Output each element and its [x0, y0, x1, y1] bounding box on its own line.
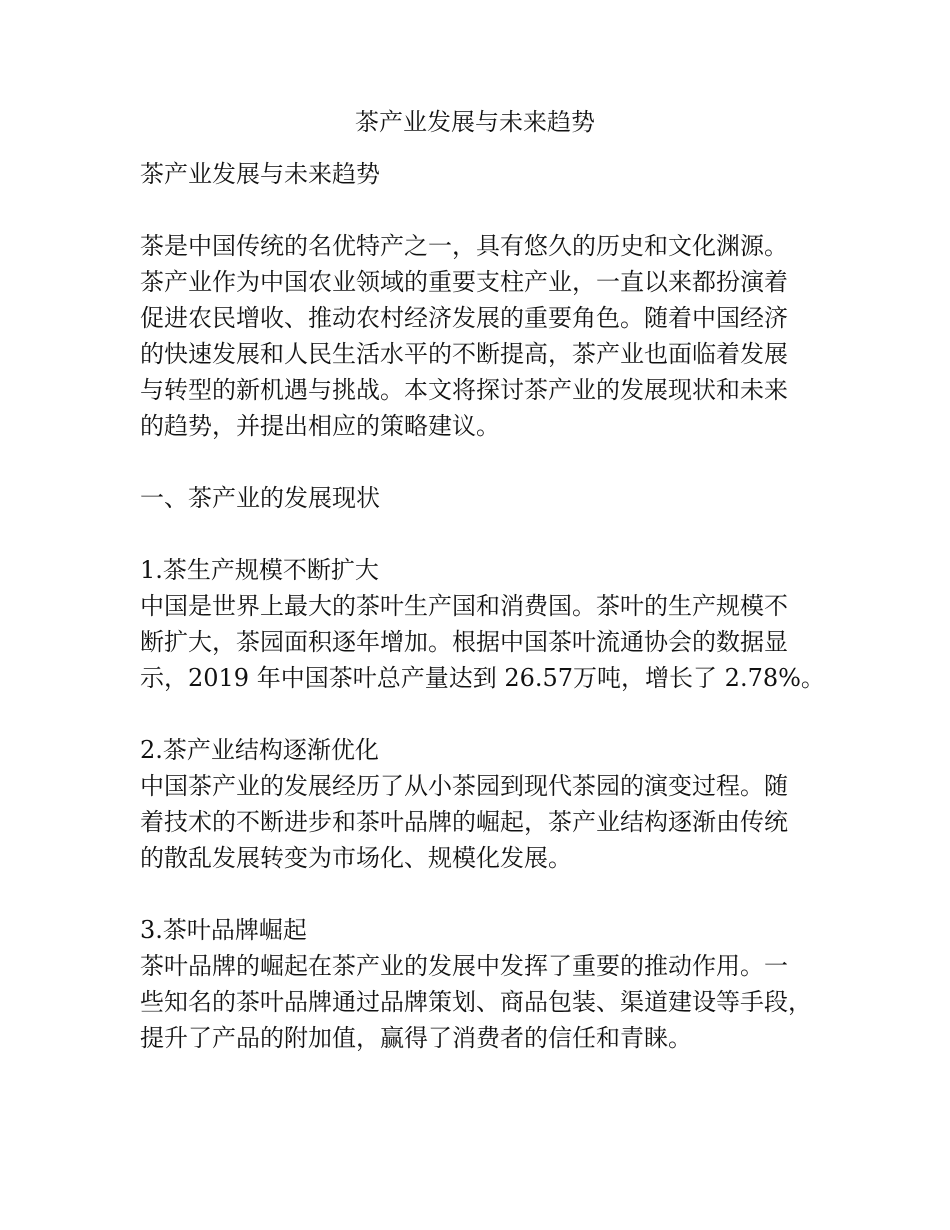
page-header-title: 茶产业发展与未来趋势	[355, 108, 595, 136]
subsection-heading: 3.茶叶品牌崛起	[140, 916, 307, 944]
subsection-1	[140, 552, 825, 696]
document-title: 茶产业发展与未来趋势	[140, 160, 380, 188]
paragraph-gap	[140, 696, 820, 732]
paragraph-gap	[140, 192, 820, 228]
paragraph-gap	[140, 876, 820, 912]
subsection-line: 中国是世界上最大的茶叶生产国和消费国。茶叶的生产规模不	[140, 592, 788, 620]
intro-paragraph	[140, 228, 820, 444]
intro-line: 茶产业作为中国农业领域的重要支柱产业，一直以来都扮演着	[140, 268, 788, 296]
subsection-line: 示，2019 年中国茶叶总产量达到 26.57万吨，增长了 2.78%。	[140, 664, 825, 692]
intro-line: 的趋势，并提出相应的策略建议。	[140, 412, 500, 440]
subsection-line: 着技术的不断进步和茶叶品牌的崛起，茶产业结构逐渐由传统	[140, 808, 788, 836]
paragraph-gap	[140, 444, 820, 480]
paragraph-gap	[140, 516, 820, 552]
intro-line: 的快速发展和人民生活水平的不断提高，茶产业也面临着发展	[140, 340, 788, 368]
intro-line: 促进农民增收、推动农村经济发展的重要角色。随着中国经济	[140, 304, 788, 332]
subsection-line: 提升了产品的附加值，赢得了消费者的信任和青睐。	[140, 1024, 692, 1052]
subsection-heading: 2.茶产业结构逐渐优化	[140, 736, 379, 764]
intro-line: 与转型的新机遇与挑战。本文将探讨茶产业的发展现状和未来	[140, 376, 788, 404]
subsection-line: 中国茶产业的发展经历了从小茶园到现代茶园的演变过程。随	[140, 772, 788, 800]
subsection-line: 断扩大，茶园面积逐年增加。根据中国茶叶流通协会的数据显	[140, 628, 788, 656]
section-heading: 一、茶产业的发展现状	[140, 484, 380, 512]
intro-line: 茶是中国传统的名优特产之一，具有悠久的历史和文化渊源。	[140, 232, 788, 260]
subsection-2	[140, 732, 820, 876]
subsection-line: 些知名的茶叶品牌通过品牌策划、商品包装、渠道建设等手段，	[140, 988, 812, 1016]
subsection-heading: 1.茶生产规模不断扩大	[140, 556, 379, 584]
document-body	[140, 156, 825, 1056]
subsection-line: 的散乱发展转变为市场化、规模化发展。	[140, 844, 572, 872]
subsection-line: 茶叶品牌的崛起在茶产业的发展中发挥了重要的推动作用。一	[140, 952, 788, 980]
subsection-3	[140, 912, 820, 1056]
